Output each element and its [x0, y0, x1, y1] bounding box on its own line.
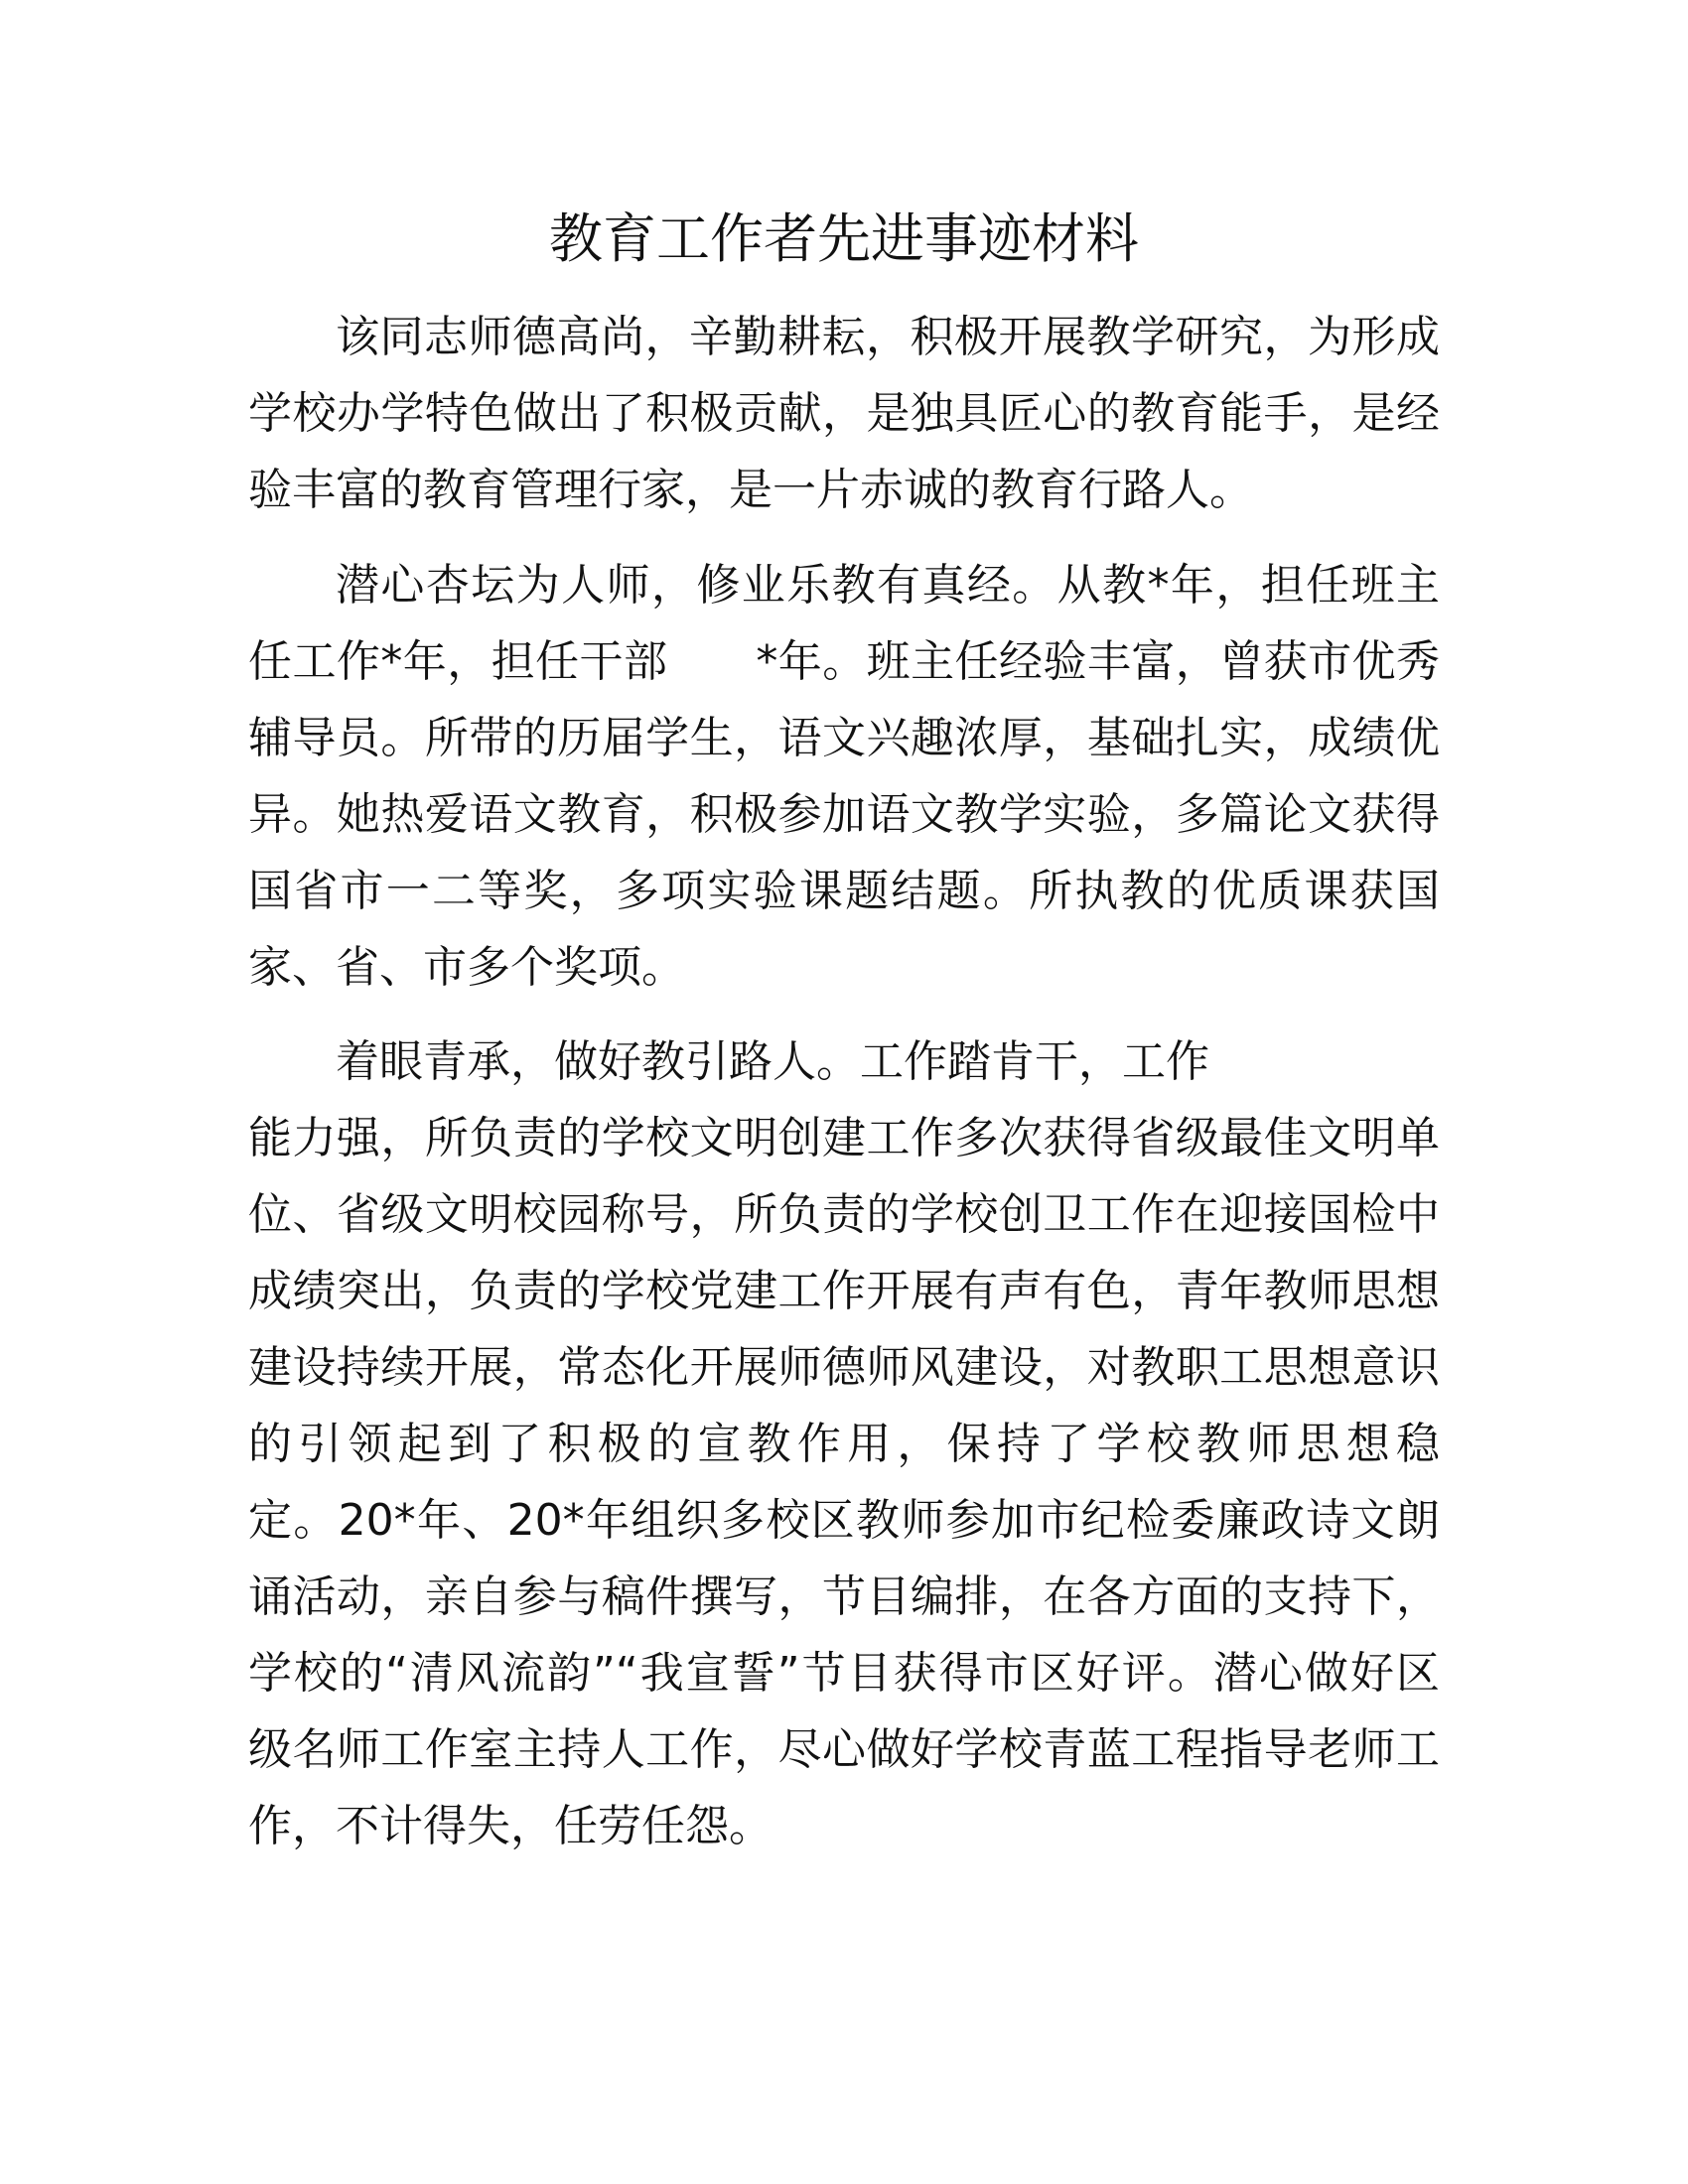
paragraph-3-line-8: 诵活动，亲自参与稿件撰写，节目编排，在各方面的支持下， [248, 1571, 1440, 1622]
paragraph-3-line-1: 着眼青承，做好教引路人。工作踏肯干，工作 [336, 1036, 1209, 1087]
paragraph-3-line-2: 能力强，所负责的学校文明创建工作多次获得省级最佳文明单 [248, 1113, 1440, 1163]
paragraph-2-line-5: 国省市一二等奖，多项实验课题结题。所执教的优质课获国 [248, 866, 1440, 916]
paragraph-2-line-1: 潜心杏坛为人师，修业乐教有真经。从教*年，担任班主 [336, 560, 1440, 611]
paragraph-2-line-3: 辅导员。所带的历届学生，语文兴趣浓厚，基础扎实，成绩优 [248, 713, 1440, 763]
paragraph-3-line-11: 作，不计得失，任劳任怨。 [248, 1801, 773, 1851]
paragraph-3-line-4: 成绩突出，负责的学校党建工作开展有声有色，青年教师思想 [248, 1266, 1440, 1316]
paragraph-1-line-2: 学校办学特色做出了积极贡献，是独具匠心的教育能手，是经 [248, 388, 1440, 439]
paragraph-2-line-2: 任工作*年，担任干部 *年。班主任经验丰富，曾获市优秀 [248, 636, 1440, 687]
paragraph-2-line-6: 家、省、市多个奖项。 [248, 942, 685, 993]
paragraph-3-line-6: 的引领起到了积极的宣教作用，保持了学校教师思想稳 [248, 1419, 1440, 1469]
paragraph-2-line-4: 异。她热爱语文教育，积极参加语文教学实验，多篇论文获得 [248, 789, 1440, 840]
paragraph-3-line-10: 级名师工作室主持人工作，尽心做好学校青蓝工程指导老师工 [248, 1724, 1440, 1775]
paragraph-1-line-1: 该同志师德高尚，辛勤耕耘，积极开展教学研究，为形成 [336, 312, 1440, 362]
paragraph-3-line-5: 建设持续开展，常态化开展师德师风建设，对教职工思想意识 [248, 1342, 1440, 1393]
paragraph-3-line-7: 定。20*年、20*年组织多校区教师参加市纪检委廉政诗文朗 [248, 1495, 1440, 1546]
paragraph-3-line-9: 学校的“清风流韵”“我宣誓”节目获得市区好评。潜心做好区 [248, 1648, 1440, 1699]
paragraph-1-line-3: 验丰富的教育管理行家，是一片赤诚的教育行路人。 [248, 465, 1253, 515]
paragraph-3-line-3: 位、省级文明校园称号，所负责的学校创卫工作在迎接国检中 [248, 1189, 1440, 1240]
page-title: 教育工作者先进事迹材料 [549, 207, 1139, 270]
